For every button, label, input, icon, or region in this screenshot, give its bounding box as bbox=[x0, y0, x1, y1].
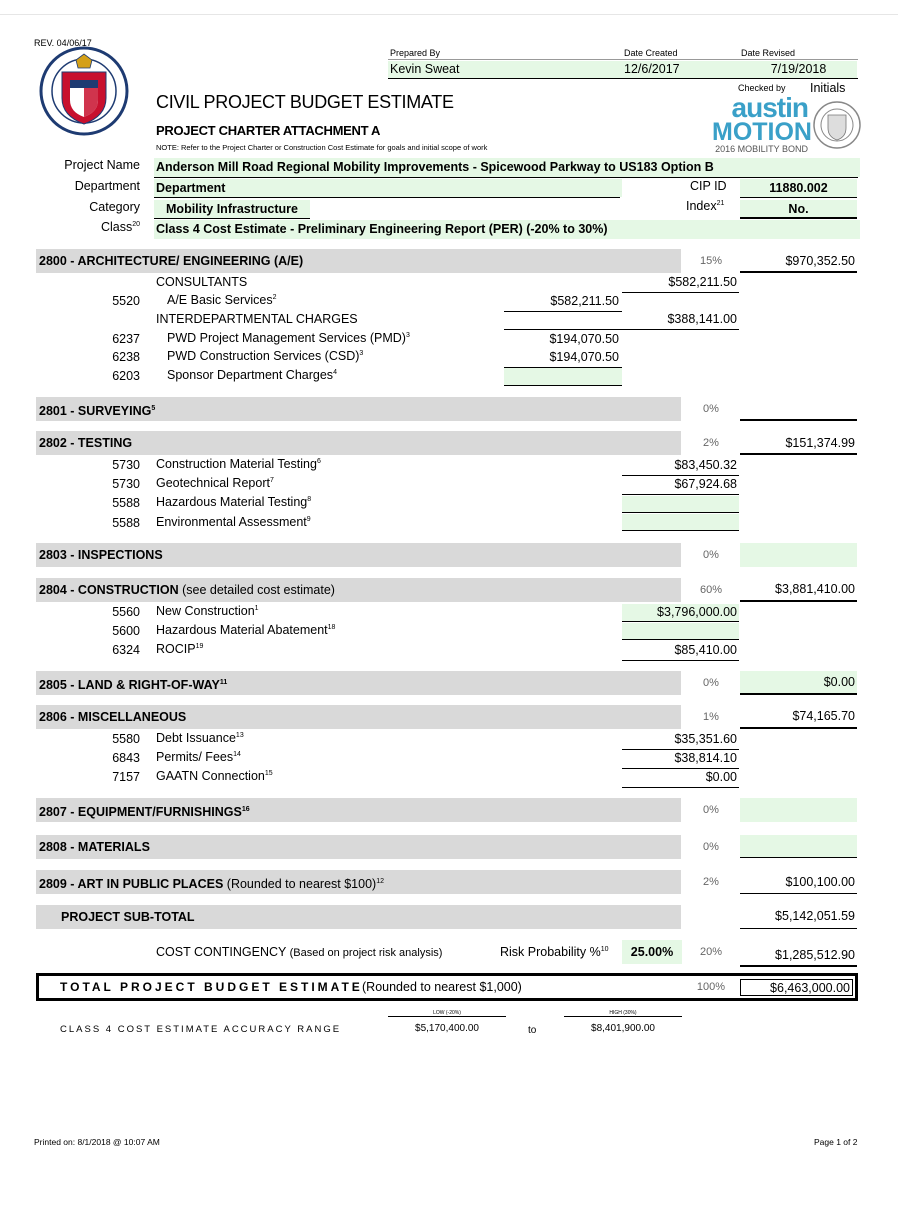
line-item-label: New Construction$^1$ bbox=[156, 604, 259, 618]
line-item-amount-empty bbox=[504, 368, 622, 385]
section-2803-total-empty bbox=[740, 543, 857, 567]
line-item-amount: $67,924.68 bbox=[674, 477, 737, 491]
line-item-label: Construction Material Testing$^6$ bbox=[156, 457, 321, 471]
date-revised-label: Date Revised bbox=[741, 48, 796, 58]
code-5580: 5580 bbox=[112, 732, 140, 746]
date-revised-value: 7/19/2018 bbox=[740, 61, 857, 78]
risk-probability-input[interactable]: 25.00% bbox=[622, 940, 682, 964]
section-2803-pct: 0% bbox=[703, 549, 719, 561]
code-6238: 6238 bbox=[112, 350, 140, 364]
total-value: $6,463,000.00 bbox=[740, 979, 853, 996]
department-label: Department bbox=[74, 179, 140, 193]
city-seal-logo bbox=[34, 46, 134, 136]
section-2803-header: 2803 - INSPECTIONS bbox=[36, 543, 681, 567]
index-value: No. bbox=[740, 200, 857, 218]
high-label: HIGH (30%) bbox=[609, 1010, 637, 1016]
category-label: Category bbox=[89, 200, 140, 214]
section-2802-pct: 2% bbox=[703, 437, 719, 449]
low-label: LOW (-20%) bbox=[433, 1010, 461, 1016]
line-item-label: ROCIP$^{19}$ bbox=[156, 642, 204, 656]
risk-probability-label: Risk Probability %$^{10}$ bbox=[500, 945, 609, 959]
section-2801-header: 2801 - SURVEYING$^5$ bbox=[36, 397, 681, 421]
code-6324: 6324 bbox=[112, 643, 140, 657]
consultants-label: CONSULTANTS bbox=[156, 275, 248, 289]
line-item-label: Permits/ Fees$^{14}$ bbox=[156, 750, 241, 764]
section-2801-pct: 0% bbox=[703, 403, 719, 415]
line-item-amount: $35,351.60 bbox=[674, 732, 737, 746]
department-value: Department bbox=[154, 179, 622, 197]
page-subtitle: PROJECT CHARTER ATTACHMENT A bbox=[156, 123, 381, 138]
index-label: Index$^{21}$ bbox=[686, 199, 725, 213]
code-6843: 6843 bbox=[112, 751, 140, 765]
total-label: TOTAL PROJECT BUDGET ESTIMATE bbox=[60, 980, 363, 994]
line-item-amount: $83,450.32 bbox=[674, 458, 737, 472]
interdept-total: $388,141.00 bbox=[667, 312, 737, 326]
category-value: Mobility Infrastructure bbox=[154, 200, 310, 218]
cip-value: 11880.002 bbox=[740, 179, 857, 197]
section-2808-total-empty bbox=[740, 835, 857, 857]
section-2800-total: $970,352.50 bbox=[785, 254, 855, 268]
project-name-label: Project Name bbox=[64, 158, 140, 172]
section-2807-pct: 0% bbox=[703, 804, 719, 816]
section-2805-total: $0.00 bbox=[740, 671, 857, 693]
section-2806-header: 2806 - MISCELLANEOUS bbox=[36, 705, 681, 729]
section-2809-pct: 2% bbox=[703, 876, 719, 888]
line-item-label: Debt Issuance$^{13}$ bbox=[156, 731, 244, 745]
code-5730b: 5730 bbox=[112, 477, 140, 491]
section-2804-pct: 60% bbox=[699, 584, 723, 596]
high-value: $8,401,900.00 bbox=[591, 1023, 655, 1034]
date-created-value: 12/6/2017 bbox=[622, 61, 740, 78]
section-2806-total: $74,165.70 bbox=[792, 709, 855, 723]
line-item-amount: $194,070.50 bbox=[549, 350, 619, 364]
prepared-by-value: Kevin Sweat bbox=[388, 61, 622, 78]
consultants-total: $582,211.50 bbox=[668, 275, 737, 289]
section-2807-total-empty bbox=[740, 798, 857, 822]
contingency-value: $1,285,512.90 bbox=[775, 948, 855, 962]
total-pct: 100% bbox=[696, 981, 726, 993]
line-item-label: GAATN Connection$^{15}$ bbox=[156, 769, 273, 783]
line-item-label: PWD Construction Services (CSD)$^3$ bbox=[167, 349, 364, 363]
page-title: CIVIL PROJECT BUDGET ESTIMATE bbox=[156, 92, 454, 112]
city-seal-small-icon bbox=[812, 100, 862, 150]
line-item-label: Geotechnical Report$^7$ bbox=[156, 476, 274, 490]
line-item-amount: $38,814.10 bbox=[674, 751, 737, 765]
code-5560: 5560 bbox=[112, 605, 140, 619]
prepared-by-label: Prepared By bbox=[390, 48, 441, 58]
section-2802-total: $151,374.99 bbox=[785, 436, 855, 450]
line-item-amount-empty bbox=[622, 514, 739, 530]
code-5588b: 5588 bbox=[112, 516, 140, 530]
line-item-amount-empty bbox=[622, 623, 739, 639]
rev-label: REV. 04/06/17 bbox=[34, 38, 92, 48]
line-item-amount: $582,211.50 bbox=[550, 294, 619, 308]
printed-on: Printed on: 8/1/2018 @ 10:07 AM bbox=[34, 1137, 160, 1147]
section-2800-pct: 15% bbox=[699, 255, 723, 267]
line-item-amount: $3,796,000.00 bbox=[622, 604, 739, 621]
class-value: Class 4 Cost Estimate - Preliminary Engineering Report (PER) (-20% to 30%) bbox=[154, 220, 860, 239]
section-2808-pct: 0% bbox=[703, 841, 719, 853]
section-2802-header: 2802 - TESTING bbox=[36, 431, 681, 455]
section-2809-total: $100,100.00 bbox=[785, 875, 855, 889]
line-item-amount: $0.00 bbox=[705, 770, 737, 784]
austin-motion-logo: austin MOTION 2016 MOBILITY BOND bbox=[712, 92, 812, 154]
line-item-label: PWD Project Management Services (PMD)$^3$ bbox=[167, 331, 410, 345]
scope-note: NOTE: Refer to the Project Charter or Construction Cost Estimate for goals and initial scope of work bbox=[156, 143, 488, 152]
line-item-amount: $194,070.50 bbox=[549, 332, 619, 346]
interdept-label: INTERDEPARTMENTAL CHARGES bbox=[156, 312, 358, 326]
range-label: CLASS 4 COST ESTIMATE ACCURACY RANGE bbox=[60, 1024, 342, 1035]
line-item-label: Hazardous Material Abatement$^{18}$ bbox=[156, 623, 336, 637]
line-item-label: A/E Basic Services$^2$ bbox=[167, 293, 277, 307]
contingency-label: COST CONTINGENCY (Based on project risk analysis) bbox=[156, 945, 443, 959]
range-to: to bbox=[528, 1025, 537, 1036]
line-item-label: Sponsor Department Charges$^4$ bbox=[167, 368, 337, 382]
code-5588: 5588 bbox=[112, 496, 140, 510]
page-number: Page 1 of 2 bbox=[814, 1137, 858, 1147]
code-7157: 7157 bbox=[112, 770, 140, 784]
project-name-value: Anderson Mill Road Regional Mobility Improvements - Spicewood Parkway to US183 Option B bbox=[154, 158, 860, 177]
section-2804-header: 2804 - CONSTRUCTION (see detailed cost estimate) bbox=[36, 578, 681, 602]
cip-label: CIP ID bbox=[690, 179, 727, 193]
line-item-amount-empty bbox=[622, 496, 739, 512]
contingency-pct: 20% bbox=[699, 946, 723, 958]
code-5730: 5730 bbox=[112, 458, 140, 472]
section-2805-pct: 0% bbox=[703, 677, 719, 689]
section-2800-header: 2800 - ARCHITECTURE/ ENGINEERING (A/E) bbox=[36, 249, 681, 273]
initials-label: Initials bbox=[810, 81, 846, 95]
line-item-label: Hazardous Material Testing$^8$ bbox=[156, 495, 312, 509]
code-5600: 5600 bbox=[112, 624, 140, 638]
code-6203: 6203 bbox=[112, 369, 140, 383]
section-2806-pct: 1% bbox=[703, 711, 719, 723]
checked-by-label: Checked by bbox=[738, 83, 786, 93]
code-5520: 5520 bbox=[112, 294, 140, 308]
section-2807-header: 2807 - EQUIPMENT/FURNISHINGS$^{16}$ bbox=[36, 798, 681, 822]
total-note: (Rounded to nearest $1,000) bbox=[362, 980, 522, 994]
line-item-amount: $85,410.00 bbox=[674, 643, 737, 657]
class-label: Class$^{20}$ bbox=[100, 220, 140, 234]
section-2808-header: 2808 - MATERIALS bbox=[36, 835, 681, 859]
section-2805-header: 2805 - LAND & RIGHT-OF-WAY$^{11}$ bbox=[36, 671, 681, 695]
line-item-label: Environmental Assessment$^9$ bbox=[156, 515, 311, 529]
subtotal-label: PROJECT SUB-TOTAL bbox=[36, 905, 681, 929]
section-2809-header: 2809 - ART IN PUBLIC PLACES (Rounded to nearest $100)$^{12}$ bbox=[36, 870, 681, 894]
code-6237: 6237 bbox=[112, 332, 140, 346]
section-2804-total: $3,881,410.00 bbox=[775, 582, 855, 596]
low-value: $5,170,400.00 bbox=[415, 1023, 479, 1034]
subtotal-value: $5,142,051.59 bbox=[775, 909, 855, 923]
date-created-label: Date Created bbox=[624, 48, 678, 58]
